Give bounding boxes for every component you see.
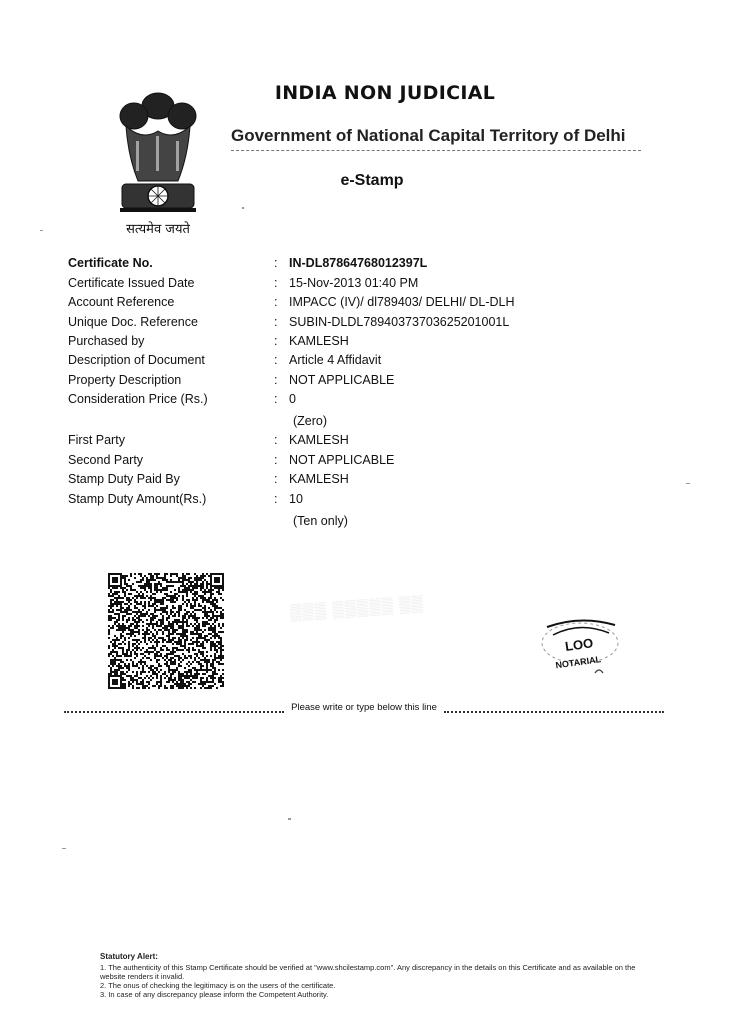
detail-value: Article 4 Affidavit	[289, 353, 382, 367]
government-heading: Government of National Capital Territory of Delhi	[231, 126, 626, 145]
detail-colon: :	[274, 256, 278, 270]
detail-label: Description of Document	[68, 353, 205, 367]
detail-label: Certificate Issued Date	[68, 276, 195, 290]
detail-value: IMPACC (IV)/ dl789403/ DELHI/ DL-DLH	[289, 295, 515, 309]
detail-colon: :	[274, 453, 278, 467]
scan-speck	[686, 483, 690, 484]
detail-colon: :	[274, 373, 278, 387]
detail-colon: :	[274, 276, 278, 290]
scan-speck	[62, 848, 66, 849]
detail-value: IN-DL87864768012397L	[289, 256, 428, 270]
detail-row-stamp-duty-paid-by	[68, 472, 668, 492]
detail-value: 10	[289, 492, 303, 506]
detail-value: 0	[289, 392, 296, 406]
faded-stamp-impression: ▒▒▒ ▒▒▒▒▒ ▒▒	[289, 595, 425, 622]
detail-label: Stamp Duty Paid By	[68, 472, 180, 486]
divider-text: Please write or type below this line	[286, 702, 442, 713]
detail-row-certificate-no	[68, 256, 668, 276]
scan-speck	[288, 818, 291, 820]
detail-value: KAMLESH	[289, 334, 349, 348]
detail-label: Purchased by	[68, 334, 145, 348]
detail-row-description-of-document	[68, 353, 668, 373]
detail-value: KAMLESH	[289, 433, 349, 447]
stamp-type-heading: e-Stamp	[340, 172, 404, 189]
document-title: INDIA NON JUDICIAL	[274, 82, 496, 104]
detail-value: SUBIN-DLDL78940373703625201001L	[289, 315, 510, 329]
detail-label: Second Party	[68, 453, 144, 467]
statutory-alert-line: 3. In case of any discrepancy please inform the Competent Authority.	[100, 990, 329, 999]
statutory-alert-line: 1. The authenticity of this Stamp Certificate should be verified at "www.shcilestamp.com". Any discrepancy in the details on this Certificate and as available on the website renders it invalid.	[100, 963, 636, 981]
detail-row-stamp-duty-amount	[68, 492, 668, 512]
detail-row-unique-doc-reference	[68, 315, 668, 335]
detail-value: KAMLESH	[289, 472, 349, 486]
detail-colon: :	[274, 334, 278, 348]
detail-colon: :	[274, 315, 278, 329]
statutory-alert-line: 2. The onus of checking the legitimacy is on the users of the certificate.	[100, 981, 336, 990]
emblem-motto: सत्यमेव जयते	[126, 222, 190, 237]
detail-label: Property Description	[68, 373, 182, 387]
detail-value: NOT APPLICABLE	[289, 453, 395, 467]
detail-label: First Party	[68, 433, 125, 447]
svg-text:LOO: LOO	[564, 635, 595, 655]
detail-value: 15-Nov-2013 01:40 PM	[289, 276, 419, 290]
detail-row-purchased-by	[68, 334, 668, 354]
detail-row-second-party	[68, 453, 668, 473]
scan-speck	[242, 207, 244, 209]
detail-label: Unique Doc. Reference	[68, 315, 198, 329]
heading-underline	[231, 150, 641, 151]
detail-label: Account Reference	[68, 295, 175, 309]
divider-line-right	[444, 711, 664, 713]
statutory-alert	[100, 952, 640, 999]
qr-code	[108, 573, 224, 689]
detail-colon: :	[274, 472, 278, 486]
detail-colon: :	[274, 295, 278, 309]
detail-colon: :	[274, 433, 278, 447]
detail-label: Stamp Duty Amount(Rs.)	[68, 492, 207, 506]
amount-in-words: (Ten only)	[293, 514, 348, 528]
notarial-seal-icon	[535, 615, 625, 685]
detail-colon: :	[274, 392, 278, 406]
statutory-alert-title: Statutory Alert:	[100, 952, 158, 961]
scan-speck	[40, 230, 43, 231]
detail-row-consideration-price	[68, 392, 668, 412]
divider-line-left	[64, 711, 284, 713]
detail-label: Consideration Price (Rs.)	[68, 392, 208, 406]
detail-colon: :	[274, 492, 278, 506]
detail-colon: :	[274, 353, 278, 367]
seal-label: NOTARIAL	[554, 654, 602, 671]
detail-row-issued-date	[68, 276, 668, 296]
consideration-in-words: (Zero)	[293, 414, 328, 428]
detail-row-first-party	[68, 433, 668, 453]
detail-label: Certificate No.	[68, 256, 153, 270]
write-below-divider	[64, 702, 664, 718]
detail-value: NOT APPLICABLE	[289, 373, 395, 387]
national-emblem-icon	[108, 86, 208, 236]
detail-row-property-description	[68, 373, 668, 393]
detail-row-account-reference	[68, 295, 668, 315]
